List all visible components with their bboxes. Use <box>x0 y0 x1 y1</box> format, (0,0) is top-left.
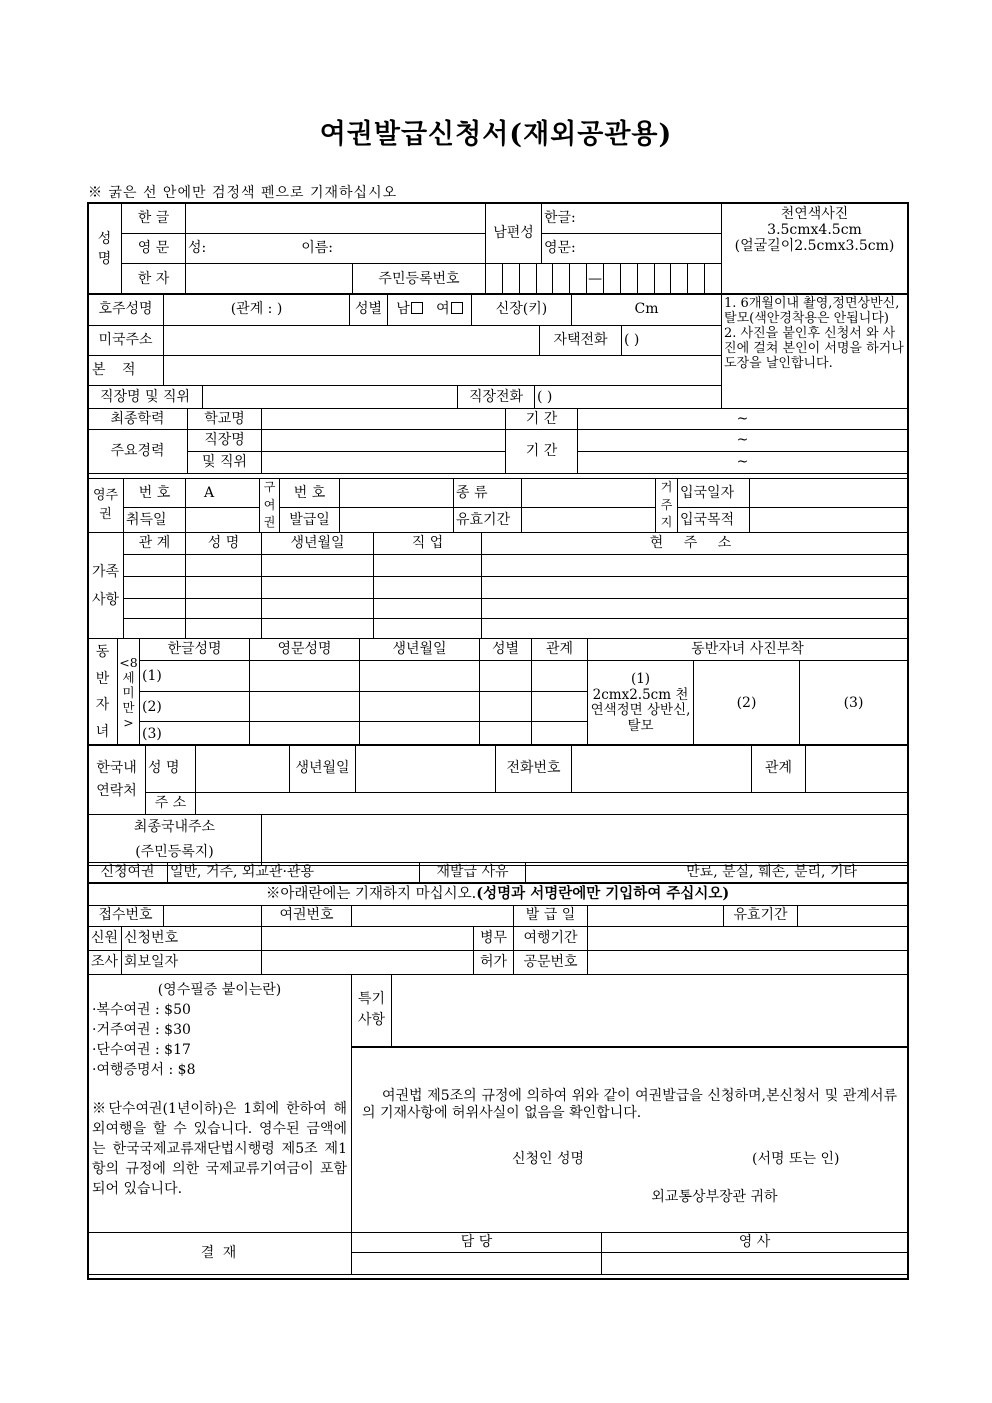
acquired-date-label: 취득일 <box>124 508 186 533</box>
type-label: 종 류 <box>454 479 522 508</box>
office-use-section <box>87 882 908 975</box>
sex-options[interactable] <box>388 294 472 326</box>
child-cell[interactable] <box>480 692 532 722</box>
remarks-label: 특기사항 <box>352 975 392 1047</box>
office-issue-date-label: 발 급 일 <box>514 905 588 926</box>
applicant-name-label: 신청인 성명 <box>512 1150 585 1167</box>
entry-date-field[interactable] <box>750 479 908 508</box>
officer-label: 담 당 <box>352 1233 602 1253</box>
family-cell[interactable] <box>374 619 482 639</box>
entry-purpose-field[interactable] <box>750 508 908 533</box>
contact-relation-label: 관계 <box>752 745 806 793</box>
expiry-field[interactable] <box>522 508 656 533</box>
career-period-field-1[interactable]: ~ <box>578 430 908 452</box>
permit-label: 허가 <box>474 950 514 974</box>
office-notice-b: (성명과 서명란에만 기입하여 주십시오) <box>476 884 730 902</box>
home-phone-label: 자택전화 <box>540 326 622 356</box>
entry-date-label: 입국일자 <box>678 479 750 508</box>
office-use-notice <box>88 883 908 905</box>
reissue-reason-options[interactable]: 만료, 분실, 훼손, 분리, 기타 <box>526 863 908 883</box>
hanja-rrn-row <box>186 264 486 295</box>
family-cell[interactable] <box>482 577 908 599</box>
pr-number-label: 번 호 <box>124 479 186 508</box>
korea-contact-section <box>87 744 908 815</box>
english-name-label: 영 문 <box>122 234 186 264</box>
last-address-label-2: (주민등록지) <box>135 844 214 861</box>
acquired-date-field[interactable] <box>186 508 260 533</box>
education-period-label: 기 간 <box>506 409 578 430</box>
child-cell[interactable] <box>532 692 588 722</box>
identity-label: 신원 <box>88 926 122 950</box>
family-label: 가족사항 <box>88 533 124 639</box>
female-checkbox[interactable] <box>451 302 463 314</box>
table-row <box>88 661 908 692</box>
photo-title: 천연색사진 <box>780 206 849 222</box>
education-label: 최종학력 <box>88 409 188 430</box>
family-section <box>87 532 908 639</box>
child-photo-2[interactable]: (2) <box>694 661 800 746</box>
approval-section <box>87 1232 908 1275</box>
stay-label: 거주지 <box>656 479 678 533</box>
english-given-label: 이름: <box>301 240 334 257</box>
children-age-label: <8세미만> <box>118 639 140 746</box>
family-cell[interactable] <box>124 599 186 619</box>
household-section <box>87 293 908 409</box>
office-issue-date-field <box>588 905 724 926</box>
family-cell[interactable] <box>186 577 262 599</box>
domicile-label: 본 적 <box>88 356 164 386</box>
family-cell[interactable] <box>374 599 482 619</box>
contact-phone-label: 전화번호 <box>496 745 572 793</box>
table-row <box>88 619 908 639</box>
career-label: 주요경력 <box>88 430 188 474</box>
remarks-field <box>392 975 908 1047</box>
workplace-label: 직장명 및 직위 <box>88 386 203 408</box>
old-passport-number-label: 번 호 <box>280 479 340 508</box>
last-address-label-1: 최종국내주소 <box>133 819 216 835</box>
child-photo-3[interactable]: (3) <box>800 661 908 746</box>
office-notice-a: ※아래란에는 기재하지 마십시오. <box>265 885 477 902</box>
education-section <box>87 408 908 474</box>
child-cell[interactable] <box>480 722 532 746</box>
entry-purpose-label: 입국목적 <box>678 508 750 533</box>
korea-contact-label: 한국내 연락처 <box>88 745 146 815</box>
male-checkbox[interactable] <box>411 302 423 314</box>
hanja-name-label: 한 자 <box>122 264 186 295</box>
domicile-field[interactable] <box>164 356 722 386</box>
passport-number-label: 여권번호 <box>262 905 352 926</box>
child-cell[interactable] <box>250 661 360 692</box>
career-period-field-2[interactable]: ~ <box>578 452 908 474</box>
us-address-label: 미국주소 <box>88 326 164 356</box>
photo-note-2: 2. 사진을 붙인후 신청서 와 사진에 걸쳐 본인이 서명을 하거나 도장을 날인합니다. <box>724 325 904 371</box>
apply-number-field <box>262 926 474 950</box>
male-label: 남 <box>396 301 410 318</box>
apply-number-label: 신청번호 <box>122 926 262 950</box>
old-passport-number-field[interactable] <box>340 479 454 508</box>
contact-birth-label: 생년월일 <box>290 745 356 793</box>
child-cell[interactable] <box>360 661 480 692</box>
hanja-name-field[interactable] <box>186 264 353 294</box>
expiry-label: 유효기간 <box>454 508 522 533</box>
photo-size: 3.5cmx4.5cm <box>767 222 862 239</box>
spouse-korean-field[interactable]: 한글: <box>542 204 722 234</box>
passport-number-field <box>352 905 514 926</box>
family-header-birth: 생년월일 <box>262 533 374 555</box>
children-header-english: 영문성명 <box>250 639 360 661</box>
family-cell[interactable] <box>186 599 262 619</box>
contact-phone-field[interactable] <box>572 745 752 793</box>
us-address-field[interactable] <box>164 326 540 356</box>
workplace-field[interactable] <box>203 386 458 408</box>
addressee: 외교통상부장관 귀하 <box>651 1188 778 1205</box>
family-cell[interactable] <box>124 619 186 639</box>
child-row-3[interactable]: (3) <box>140 722 250 746</box>
official-number-label: 공문번호 <box>514 950 588 974</box>
signature-label: (서명 또는 인) <box>752 1150 840 1167</box>
signature-row[interactable] <box>362 1151 897 1171</box>
reissue-reason-label: 재발급 사유 <box>420 863 526 883</box>
child-cell[interactable] <box>532 661 588 692</box>
travel-period-label: 여행기간 <box>514 926 588 950</box>
validity-label: 유효기간 <box>724 905 798 926</box>
validity-field <box>798 905 908 926</box>
contact-name-label: 성 명 <box>146 745 196 793</box>
type-field[interactable] <box>522 479 656 508</box>
family-header-job: 직 업 <box>374 533 482 555</box>
english-surname-label: 성: <box>188 240 207 257</box>
contact-address-field[interactable] <box>196 793 908 815</box>
family-cell[interactable] <box>482 555 908 577</box>
school-label: 학교명 <box>188 409 262 430</box>
declaration-section <box>87 974 908 1233</box>
children-section <box>87 638 908 746</box>
family-cell[interactable] <box>186 555 262 577</box>
photo-face-size: (얼굴길이2.5cmx3.5cm) <box>734 238 895 255</box>
child-row-2[interactable]: (2) <box>140 692 250 722</box>
contact-name-field[interactable] <box>196 745 290 793</box>
family-header-name: 성 명 <box>186 533 262 555</box>
career-workplace-label: 직장명 <box>188 430 262 452</box>
spouse-english-field[interactable]: 영문: <box>542 234 722 264</box>
child-row-1[interactable]: (1) <box>140 661 250 692</box>
english-name-field[interactable] <box>186 234 486 264</box>
family-cell[interactable] <box>262 599 374 619</box>
children-header-relation: 관계 <box>532 639 588 661</box>
officer-sign-field <box>352 1253 602 1275</box>
family-cell[interactable] <box>262 577 374 599</box>
height-field[interactable]: Cm <box>572 294 722 326</box>
sex-label: 성별 <box>350 294 388 326</box>
form-title: 여권발급신청서(재외공관용) <box>319 119 673 150</box>
last-address-label <box>88 815 262 866</box>
approval-label: 결 재 <box>88 1233 352 1275</box>
korean-name-label: 한 글 <box>122 204 186 234</box>
table-row <box>88 577 908 599</box>
contact-birth-field[interactable] <box>356 745 496 793</box>
child-cell[interactable] <box>532 722 588 746</box>
children-label: 동반자녀 <box>88 639 118 746</box>
contact-address-label: 주 소 <box>146 793 196 815</box>
reply-date-label: 회보일자 <box>122 950 262 974</box>
investigation-label: 조사 <box>88 950 122 974</box>
korean-name-field[interactable] <box>186 204 486 234</box>
contact-relation-field[interactable] <box>806 745 908 793</box>
issue-date-label: 발급일 <box>280 508 340 533</box>
receipt-number-label: 접수번호 <box>88 905 164 926</box>
receipt-number-field <box>164 905 262 926</box>
height-label: 신장(키) <box>472 294 572 326</box>
family-cell[interactable] <box>482 599 908 619</box>
travel-period-field <box>588 926 908 950</box>
family-cell[interactable] <box>262 619 374 639</box>
rrn-label: 주민등록번호 <box>378 271 460 287</box>
issue-date-field[interactable] <box>340 508 454 533</box>
application-type-options[interactable]: 일반, 거주, 외교관·관용 <box>168 863 420 883</box>
photo-note-1: 1. 6개월이내 촬영,정면상반신, 탈모(색안경착용은 안됩니다) <box>724 296 900 326</box>
last-address-section <box>87 814 908 866</box>
household-head-label: 호주성명 <box>88 294 164 326</box>
household-relation-field[interactable]: (관계 : ) <box>164 294 350 326</box>
child-cell[interactable] <box>480 661 532 692</box>
military-label: 병무 <box>474 926 514 950</box>
old-passport-label: 구여권 <box>260 479 280 533</box>
fee-item-travel-cert: ·여행증명서 : $8 <box>92 1061 196 1078</box>
family-cell[interactable] <box>124 577 186 599</box>
fee-note: ※단수여권(1년이하)은 1회에 한하여 해외여행을 할 수 있습니다. 영수된 금액에는 한국국제교류재단법시행령 제5조 제1항의 규정에 의한 국제교류기여금이 포함되어 있습니다. <box>92 1101 347 1197</box>
family-header-relation: 관 계 <box>124 533 186 555</box>
education-period-field[interactable]: ~ <box>578 409 908 430</box>
official-number-field <box>588 950 908 974</box>
child-cell[interactable] <box>250 692 360 722</box>
rrn-field[interactable]: — <box>486 264 722 295</box>
residency-section <box>87 478 908 533</box>
child-photo-1[interactable]: (1) 2cmx2.5cm 천연색정면 상반신,탈모 <box>588 661 694 746</box>
child-cell[interactable] <box>360 722 480 746</box>
children-header-korean: 한글성명 <box>140 639 250 661</box>
family-cell[interactable] <box>124 555 186 577</box>
fee-item-residence: ·거주여권 : $30 <box>92 1021 191 1038</box>
declaration-text: 여권법 제5조의 규정에 의하여 위와 같이 여권발급을 신청하며,본신청서 및 관계서류의 기재사항에 허위사실이 없음을 확인합니다. <box>362 1087 897 1121</box>
work-phone-field[interactable]: ( ) <box>537 389 553 405</box>
family-cell[interactable] <box>374 577 482 599</box>
consul-label: 영 사 <box>602 1233 908 1253</box>
child-cell[interactable] <box>250 722 360 746</box>
notice-text: ※ 굵은 선 안에만 검정색 펜으로 기재하십시오 <box>88 185 398 201</box>
family-cell[interactable] <box>374 555 482 577</box>
declaration-box <box>352 1047 908 1233</box>
fee-title: (영수필증 붙이는란) <box>157 982 282 998</box>
last-address-field[interactable] <box>262 815 908 866</box>
children-header-sex: 성별 <box>480 639 532 661</box>
application-type-section <box>87 862 908 883</box>
work-phone-label: 직장전화 <box>458 386 535 408</box>
spouse-name-label: 남편성 <box>486 204 542 264</box>
table-row <box>88 555 908 577</box>
fee-box <box>88 975 352 1233</box>
applicant-section <box>87 203 908 295</box>
table-row <box>88 599 908 619</box>
career-position-label: 및 직위 <box>188 452 262 474</box>
fee-item-multiple: ·복수여권 : $50 <box>92 1001 191 1018</box>
family-header-address: 현 주 소 <box>482 533 908 555</box>
children-header-birth: 생년월일 <box>360 639 480 661</box>
school-field[interactable] <box>262 409 506 430</box>
family-cell[interactable] <box>186 619 262 639</box>
photo-box[interactable] <box>722 204 908 295</box>
child-cell[interactable] <box>360 692 480 722</box>
pr-number-field[interactable]: A <box>186 479 260 508</box>
family-cell[interactable] <box>262 555 374 577</box>
application-type-label: 신청여권 <box>88 863 168 883</box>
reply-date-field <box>262 950 474 974</box>
career-field-2[interactable] <box>262 452 506 474</box>
photo-instructions <box>722 294 908 409</box>
children-header-photo: 동반자녀 사진부착 <box>588 639 908 661</box>
family-cell[interactable] <box>482 619 908 639</box>
name-label: 성 명 <box>88 204 122 295</box>
consul-sign-field <box>602 1253 908 1275</box>
career-period-label: 기 간 <box>506 430 578 474</box>
fee-item-single: ·단수여권 : $17 <box>92 1041 191 1058</box>
female-label: 여 <box>436 301 450 318</box>
permanent-residency-label: 영주권 <box>88 479 124 533</box>
workplace-row <box>88 386 722 409</box>
home-phone-field[interactable]: ( ) <box>622 326 722 356</box>
career-field-1[interactable] <box>262 430 506 452</box>
